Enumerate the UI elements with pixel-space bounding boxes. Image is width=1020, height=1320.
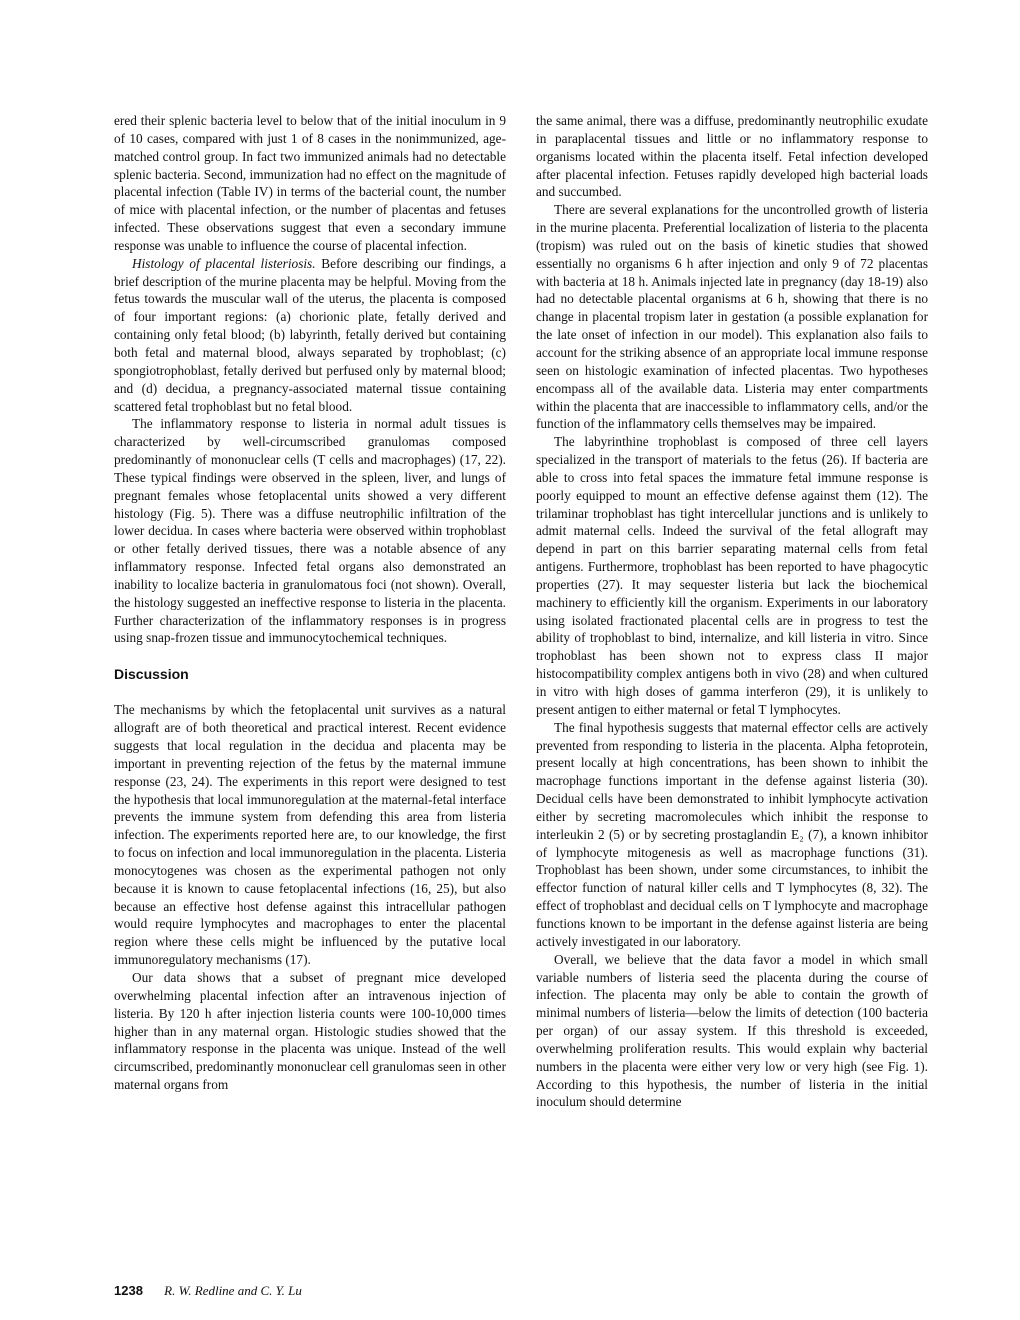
paragraph: The labyrinthine trophoblast is composed of three cell layers specialized in the transport of materials to the fetus (26). If bacteria are able to cross into fetal spaces the immature fetal immune response is poorly equipped to mount an effective defense against them (12). The trilaminar trophoblast has tight intercellular junctions and is unlikely to admit maternal cells. Indeed the survival of the fetal allograft may depend in part on this barrier separating maternal cells from fetal antigens. Furthermore, trophoblast has been reported to have phagocytic properties (27). It may sequester listeria but lack the biochemical machinery to efficiently kill the organism. Experiments in our laboratory using isolated fractionated placental cells are in progress to test the ability of trophoblast to bind, internalize, and kill listeria in vitro. Since trophoblast has been shown not to express class II major histocompatibility complex antigens both in vivo (28) and when cultured in vitro with high doses of gamma interferon (29), it is unlikely to present antigen to either maternal or fetal T lymphocytes. [536,434,928,717]
paragraph: Our data shows that a subset of pregnant mice developed overwhelming placental infection after an intravenous injection of listeria. By 120 h after injection listeria counts were 100-10,000 times higher than in any maternal organ. Histologic studies showed that the inflammatory response in the placenta was unique. Instead of the well circumscribed, predominantly mononuclear cell granulomas seen in other maternal organs from [114,969,506,1093]
paragraph: ered their splenic bacteria level to below that of the initial inoculum in 9 of 10 cases, compared with just 1 of 8 cases in the nonimmunized, age-matched control group. In fact two immunized animals had no detectable splenic bacteria. Second, immunization had no effect on the magnitude of placental infection (Table IV) in terms of the bacterial count, the number of mice with placental infection, or the number of placentas and fetuses infected. These observations suggest that even a secondary immune response was unable to influence the course of placental infection. [114,113,506,253]
paragraph: the same animal, there was a diffuse, predominantly neutrophilic exudate in paraplacental tissues and little or no inflammatory response to organisms located within the placenta itself. Fetal infection developed after placental infection. Fetuses rapidly developed high bacterial loads and succumbed. [536,113,928,200]
right-column [536,112,928,1111]
paragraph: Overall, we believe that the data favor a model in which small variable numbers of listeria seed the placenta during the course of infection. The placenta may only be able to contain the growth of minimal numbers of listeria—below the limits of detection (100 bacteria per organ) of our assay system. If this threshold is exceeded, overwhelming proliferation results. This would explain why bacterial numbers in the placenta were either very low or very high (see Fig. 1). According to this hypothesis, the number of listeria in the initial inoculum should determine [536,951,928,1110]
paragraph [114,255,506,416]
paragraph: The inflammatory response to listeria in normal adult tissues is characterized by well-circumscribed granulomas composed predominantly of mononuclear cells (T cells and macrophages) (17, 22). These typical findings were observed in the spleen, liver, and lungs of pregnant females whose fetoplacental units showed a very different histology (Fig. 5). There was a diffuse neutrophilic infiltration of the lower decidua. In cases where bacteria were observed within trophoblast or other fetally derived tissues, there was a notable absence of any inflammatory response. Infected fetal organs also demonstrated an inability to localize bacteria in granulomatous foci (not shown). Overall, the histology suggested an ineffective response to listeria in the placenta. Further characterization of the inflammatory responses is in progress using snap-frozen tissue and immunocytochemical techniques. [114,416,506,646]
run-in-heading: Histology of placental listeriosis. [132,255,316,271]
page-footer [114,1283,302,1299]
left-column [114,112,506,1094]
paragraph: The final hypothesis suggests that maternal effector cells are actively prevented from responding to listeria in the placenta. Alpha fetoprotein, present locally at high concentrations, has been shown to inhibit the macrophage functions important in the defense against listeria (30). Decidual cells have been demonstrated to inhibit lymphocyte activation either by secreting macromolecules which inhibit the response to interleukin 2 (5) or by secreting prostaglandin E₂ (7), a known inhibitor of lymphocyte mitogenesis as well as macrophage functions (31). Trophoblast has been shown, under some circumstances, to inhibit the effector function of natural killer cells and T lymphocytes (8, 32). The effect of trophoblast and decidual cells on T lymphocyte and macrophage functions known to be important in the defense against listeria are being actively investigated in our laboratory. [536,719,928,949]
paragraph-body: Before describing our findings, a brief description of the murine placenta may be helpful. Moving from the fetus towards the muscular wall of the uterus, the placenta is composed of four important regions: (a) chorionic plate, fetally derived and containing only fetal blood; (b) labyrinth, fetally derived but containing both fetal and maternal blood, always separated by trophoblast; (c) spongiotrophoblast, fetally derived but perfused only by maternal blood; and (d) decidua, a pregnancy-associated maternal tissue containing scattered fetal trophoblast but no fetal blood. [114,255,506,414]
page-number: 1238 [114,1283,143,1298]
running-authors: R. W. Redline and C. Y. Lu [164,1283,302,1298]
paragraph: There are several explanations for the uncontrolled growth of listeria in the murine placenta. Preferential localization of listeria to the placenta (tropism) was ruled out on the basis of kinetic studies that showed essentially no organisms 6 h after injection and only 9 of 72 placentas with bacteria at 18 h. Animals injected late in pregnancy (day 18-19) also had no detectable placental organisms at 6 h, showing that there is no change in placental tropism later in gestation (a possible explanation for the late onset of infection in our model). This explanation also fails to account for the striking absence of an appropriate local immune response seen on histologic examination of infected placentas. Two hypotheses encompass all of the available data. Listeria may enter compartments within the placenta that are inaccessible to inflammatory cells, and/or the function of the inflammatory cells themselves may be impaired. [536,202,928,432]
section-heading: Discussion [114,666,189,683]
paragraph: The mechanisms by which the fetoplacental unit survives as a natural allograft are of both theoretical and practical interest. Recent evidence suggests that local regulation in the decidua and placenta may be important in preventing rejection of the fetus by the maternal immune response (23, 24). The experiments in this report were designed to test the hypothesis that local immunoregulation at the maternal-fetal interface prevents the immune system from defending this area from listeria infection. The experiments reported here are, to our knowledge, the first to focus on infection and local immunoregulation in the placenta. Listeria monocytogenes was chosen as the experimental pathogen not only because it is known to cause fetoplacental infections (16, 25), but also because an effective host defense against this intracellular pathogen would require lymphocytes and macrophages to enter the placental region where these cells might be influenced by the putative local immunoregulatory mechanisms (17). [114,702,506,968]
